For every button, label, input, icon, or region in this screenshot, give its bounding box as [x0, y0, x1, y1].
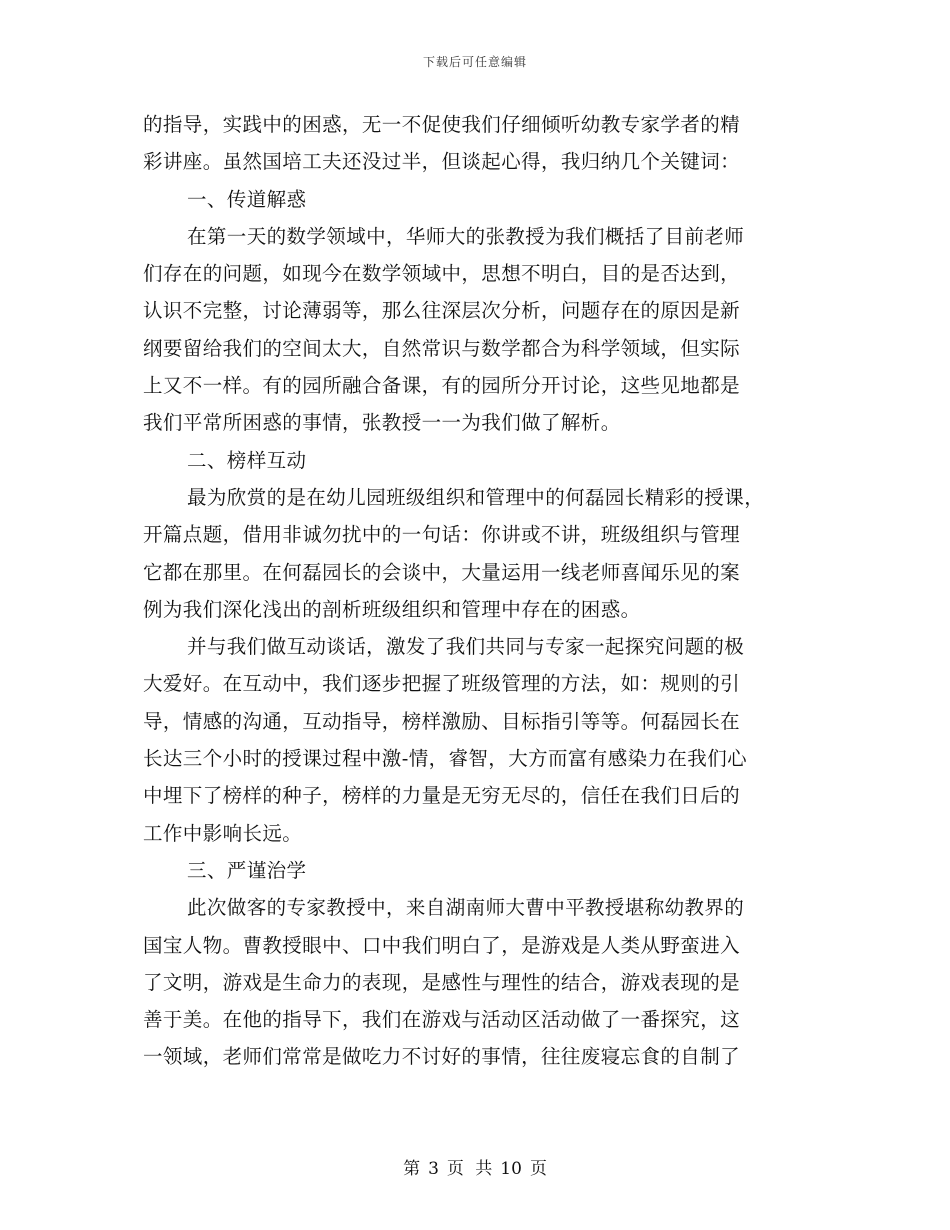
text-line: 二、榜样互动	[187, 448, 307, 472]
text-line: 导，情感的沟通，互动指导，榜样激励、目标指引等等。何磊园长在	[143, 709, 741, 733]
total-page-count: 10	[500, 1159, 522, 1179]
text-line: 的指导，实践中的困惑，无一不促使我们仔细倾听幼教专家学者的精	[143, 113, 741, 136]
text-line: 例为我们深化浅出的剖析班级组织和管理中存在的困惑。	[143, 597, 641, 621]
text-line: 认识不完整，讨论薄弱等，那么往深层次分析，问题存在的原因是新	[143, 299, 741, 323]
page-label-prefix: 第	[403, 1159, 421, 1179]
text-line: 在第一天的数学领域中，华师大的张教授为我们概括了目前老师	[187, 224, 745, 248]
document-body	[143, 106, 808, 1076]
text-line: 并与我们做互动谈话，激发了我们共同与专家一起探究问题的极	[187, 635, 745, 659]
text-line: 最为欣赏的是在幼儿园班级组织和管理中的何磊园长精彩的授课，	[187, 485, 765, 509]
text-line: 长达三个小时的授课过程中激-情，睿智，大方而富有感染力在我们心	[143, 747, 747, 771]
text-line: 上又不一样。有的园所融合备课，有的园所分开讨论，这些见地都是	[143, 374, 741, 398]
text-line: 开篇点题，借用非诚勿扰中的一句话：你讲或不讲，班级组织与管理	[143, 523, 741, 547]
text-line: 彩讲座。虽然国培工夫还没过半，但谈起心得，我归纳几个关键词：	[143, 150, 741, 174]
text-line: 三、严谨治学	[187, 858, 307, 882]
text-line: 纲要留给我们的空间太大，自然常识与数学都合为科学领域，但实际	[143, 336, 741, 360]
text-line: 它都在那里。在何磊园长的会谈中，大量运用一线老师喜闻乐见的案	[143, 560, 741, 584]
text-line: 我们平常所困惑的事情，张教授一一为我们做了解析。	[143, 411, 621, 435]
text-line: 工作中影响长远。	[143, 821, 303, 845]
page-header: 下载后可任意编辑	[422, 55, 527, 69]
text-line: 此次做客的专家教授中，来自湖南师大曹中平教授堪称幼教界的	[187, 896, 745, 920]
page-footer	[0, 1154, 950, 1179]
page-label-middle: 页 共	[446, 1159, 493, 1179]
text-line: 大爱好。在互动中，我们逐步把握了班级管理的方法，如：规则的引	[143, 672, 741, 696]
text-line: 国宝人物。曹教授眼中、口中我们明白了，是游戏是人类从野蛮进入	[143, 933, 741, 957]
text-line: 善于美。在他的指导下，我们在游戏与活动区活动做了一番探究，这	[143, 1008, 741, 1032]
text-line: 中埋下了榜样的种子，榜样的力量是无穷无尽的，信任在我们日后的	[143, 784, 741, 808]
text-line: 了文明，游戏是生命力的表现，是感性与理性的结合，游戏表现的是	[143, 970, 741, 994]
text-line: 一、传道解惑	[187, 187, 307, 211]
page-label-suffix: 页	[529, 1159, 547, 1179]
current-page-number: 3	[428, 1159, 439, 1179]
text-line: 们存在的问题，如现今在数学领域中，思想不明白，目的是否达到，	[143, 262, 741, 286]
text-line: 一领域，老师们常常是做吃力不讨好的事情，往往废寝忘食的自制了	[143, 1045, 741, 1069]
